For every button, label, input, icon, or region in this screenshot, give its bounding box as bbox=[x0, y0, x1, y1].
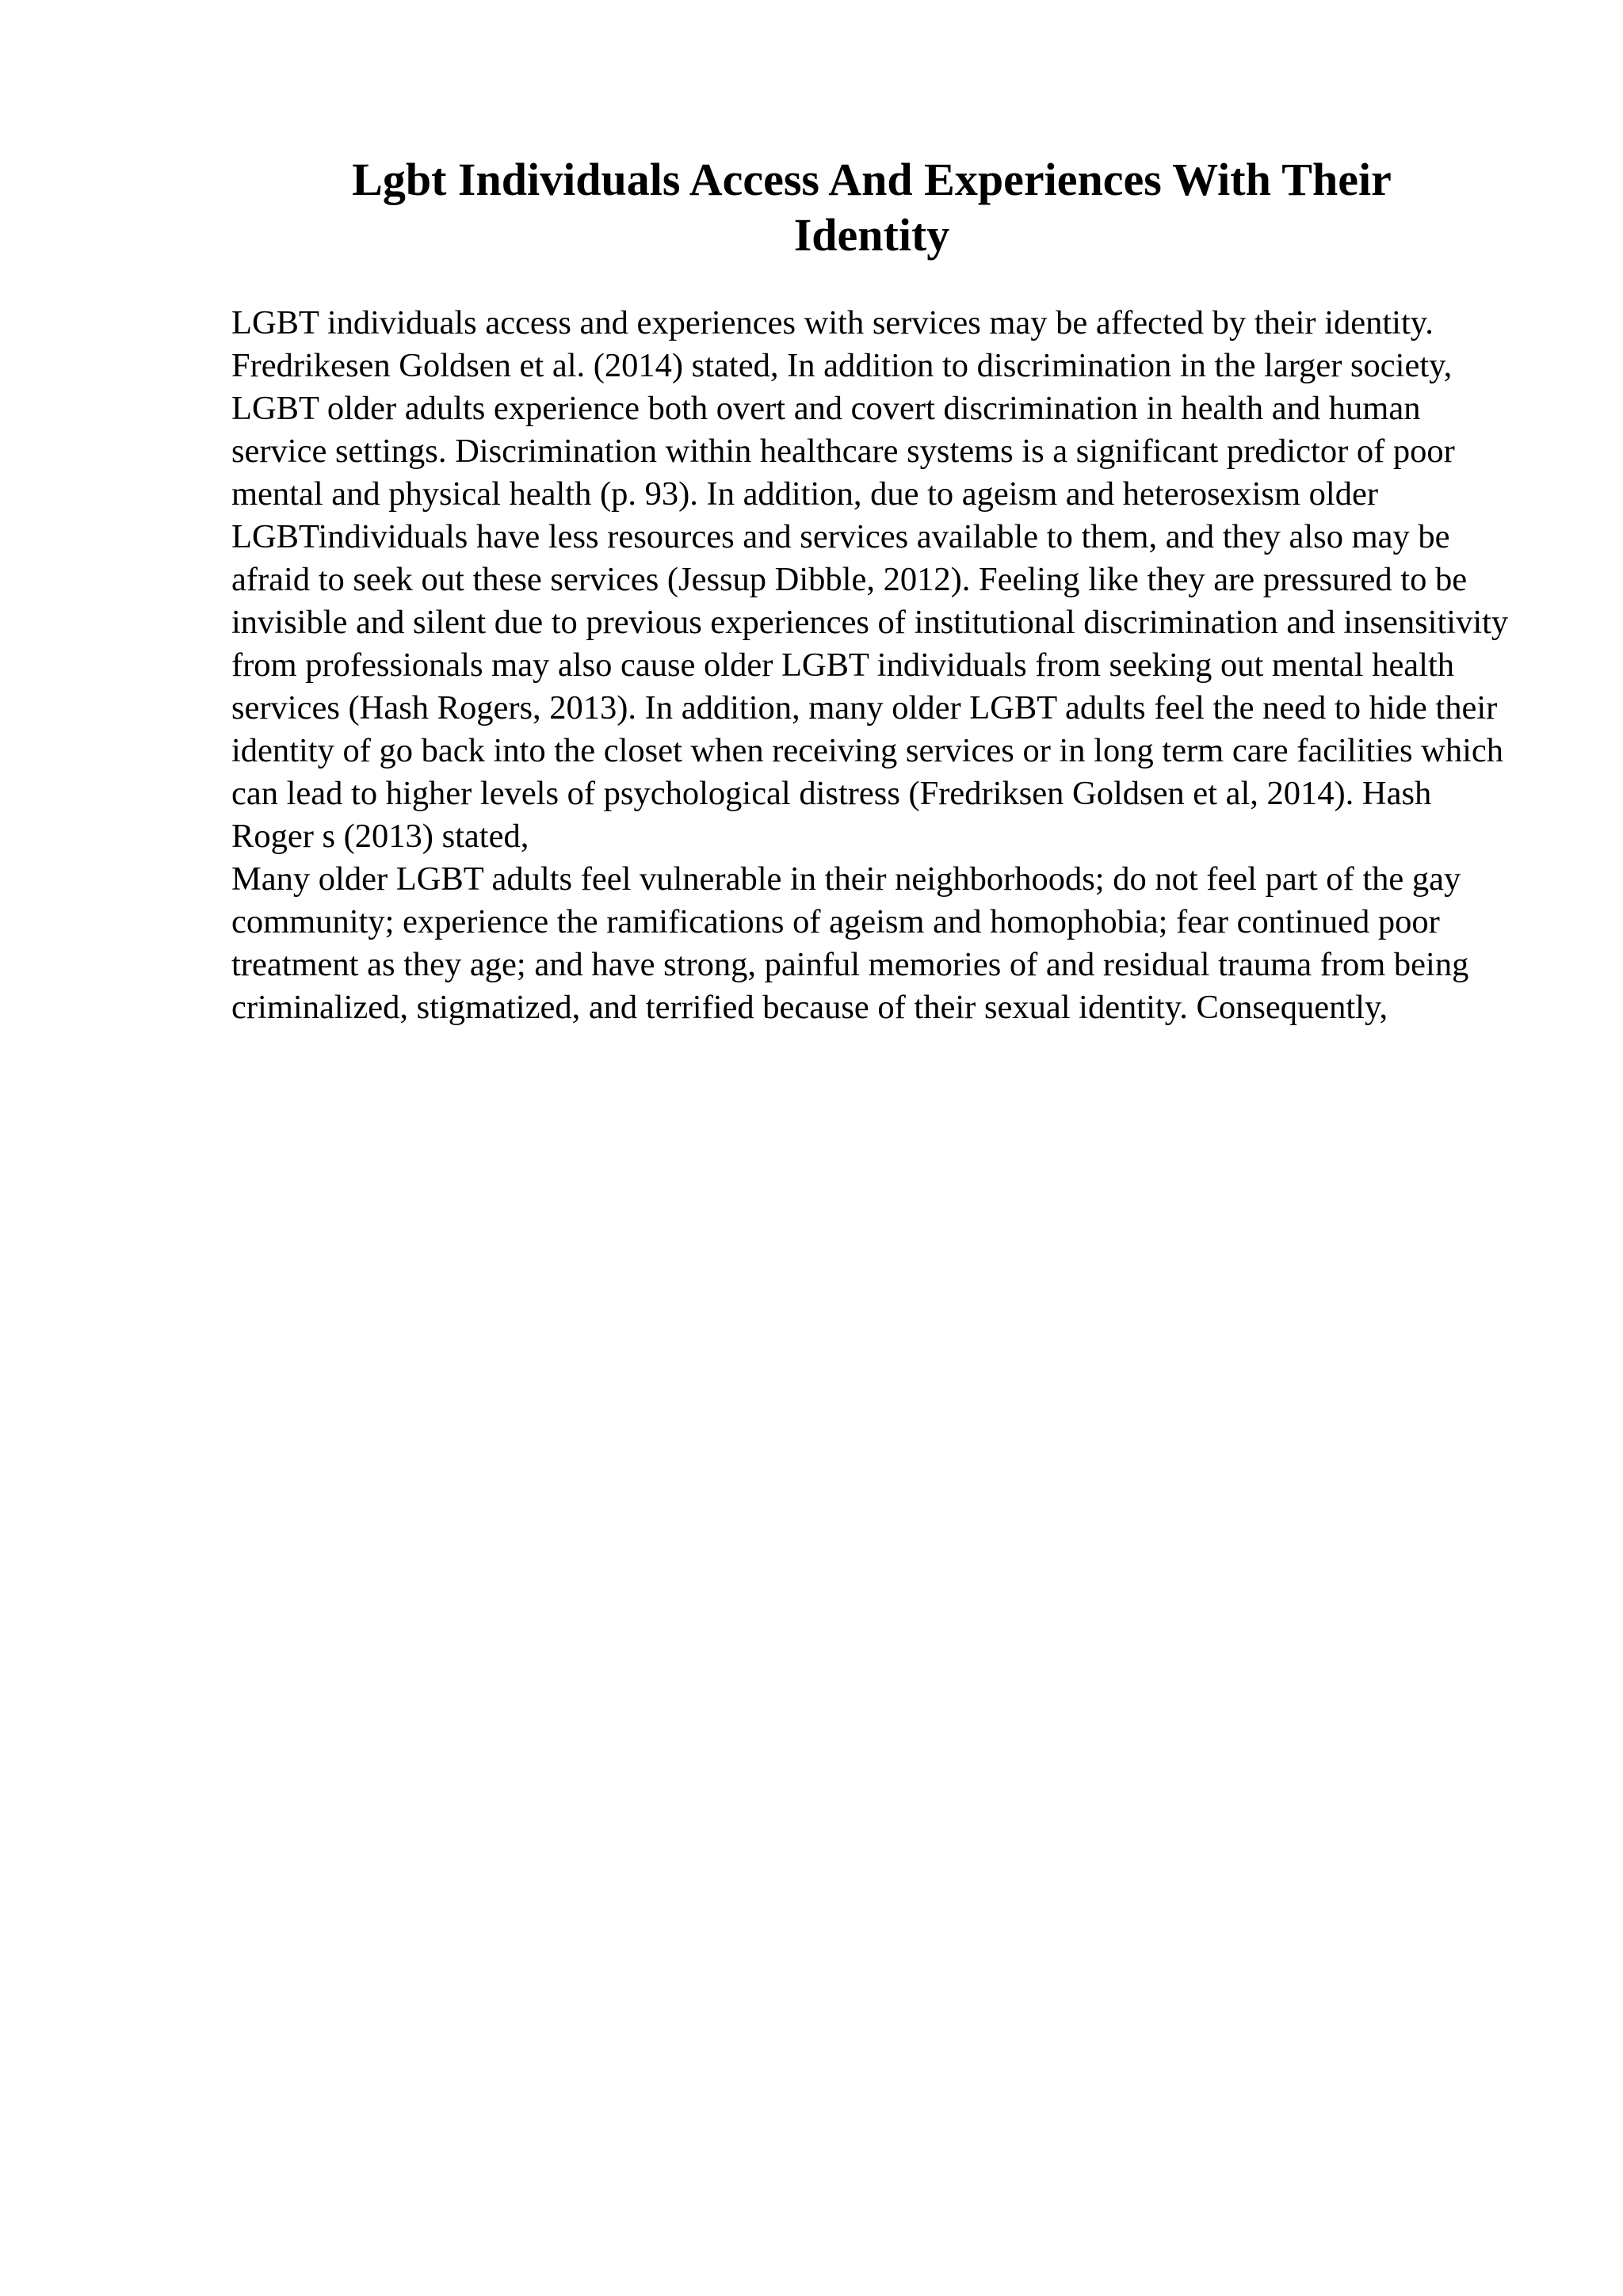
body-paragraph-2: Many older LGBT adults feel vulnerable in their neighborhoods; do not feel part of the gay community; experience the ramifications of ageism and homophobia; fear continued poor treatment as they age; and have strong, painful memories of and residual trauma from being criminalized, stigmatized, and terrified because of their sexual identity. Consequently, bbox=[231, 860, 1469, 1026]
document-body bbox=[231, 302, 1515, 1029]
body-paragraph-1: LGBT individuals access and experiences with services may be affected by their identity. Fredrikesen Goldsen et al. (2014) stated, In addition to discrimination in the larger society, LGBT older adults experience both overt and covert discrimination in health and human service settings. Discrimination within healthcare systems is a significant predictor of poor mental and physical health (p. 93). In addition, due to ageism and heterosexism older LGBTindividuals have less resources and services available to them, and they also may be afraid to seek out these services (Jessup Dibble, 2012). Feeling like they are pressured to be invisible and silent due to previous experiences of institutional discrimination and insensitivity from professionals may also cause older LGBT individuals from seeking out mental health services (Hash Rogers, 2013). In addition, many older LGBT adults feel the need to hide their identity of go back into the closet when receiving services or in long term care facilities which can lead to higher levels of psychological distress (Fredriksen Goldsen et al, 2014). Hash Roger s (2013) stated, bbox=[231, 304, 1509, 855]
document-title: Lgbt Individuals Access And Experiences With Their Identity bbox=[352, 154, 1392, 261]
